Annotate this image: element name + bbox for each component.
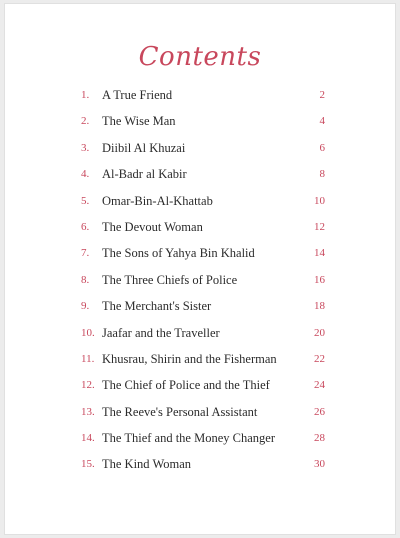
toc-entry-title: A True Friend xyxy=(102,88,173,102)
toc-entry-number: 11. xyxy=(81,352,95,365)
toc-entry-number: 8. xyxy=(81,273,90,286)
toc-entry xyxy=(5,188,395,214)
toc-entry-title: Diibil Al Khuzai xyxy=(102,140,186,155)
toc-entry-title: The Sons of Yahya Bin Khalid xyxy=(102,246,255,261)
toc-entry-page: 30 xyxy=(314,458,325,471)
book-page xyxy=(4,3,396,535)
toc-entry-page: 14 xyxy=(314,247,325,260)
toc-entry-page: 18 xyxy=(314,300,325,313)
toc-entry-number: 14. xyxy=(81,432,95,445)
toc-entry-title: Jaafar and the Traveller xyxy=(102,325,220,340)
toc-entry xyxy=(5,425,395,451)
toc-entry-number: 15. xyxy=(81,458,95,471)
toc-entry xyxy=(5,267,395,293)
toc-entry-page: 16 xyxy=(314,273,325,286)
toc-entry-number: 3. xyxy=(81,141,90,154)
toc-entry-page: 4 xyxy=(319,115,325,128)
toc-entry-title: The Merchant's Sister xyxy=(102,299,212,314)
toc-entry xyxy=(5,82,395,108)
toc-entry-number: 10. xyxy=(81,326,95,339)
toc-entry-page: 2 xyxy=(319,89,325,101)
toc-entry-number: 5. xyxy=(81,194,90,207)
toc-entry xyxy=(5,451,395,477)
toc-entry-page: 24 xyxy=(314,379,325,392)
toc-entry-title: The Wise Man xyxy=(102,114,176,129)
toc-entry-title: Omar-Bin-Al-Khattab xyxy=(102,193,213,208)
toc-entry xyxy=(5,135,395,161)
toc-entry xyxy=(5,214,395,240)
toc-entry-title: The Reeve's Personal Assistant xyxy=(102,404,258,419)
toc-entry-number: 1. xyxy=(81,89,90,101)
toc-entry-number: 13. xyxy=(81,405,95,418)
toc-entry-number: 7. xyxy=(81,247,90,260)
toc-entry-number: 9. xyxy=(81,300,90,313)
toc-entry xyxy=(5,293,395,319)
toc-entry-title: The Chief of Police and the Thief xyxy=(102,378,270,393)
toc-entry-title: Al-Badr al Kabir xyxy=(102,167,187,182)
toc-entry-number: 12. xyxy=(81,379,95,392)
toc-entry-page: 8 xyxy=(319,168,325,181)
toc-entry-title: Khusrau, Shirin and the Fisherman xyxy=(102,351,277,366)
toc-entry-number: 4. xyxy=(81,168,90,181)
contents-list xyxy=(5,82,395,478)
toc-entry xyxy=(5,346,395,372)
toc-entry-page: 6 xyxy=(319,141,325,154)
toc-entry-title: The Kind Woman xyxy=(102,457,192,472)
toc-entry-title: The Thief and the Money Changer xyxy=(102,431,275,446)
toc-entry xyxy=(5,399,395,425)
toc-entry-title: The Three Chiefs of Police xyxy=(102,272,238,287)
toc-entry-page: 28 xyxy=(314,432,325,445)
toc-entry-page: 10 xyxy=(314,194,325,207)
toc-entry-number: 2. xyxy=(81,115,90,128)
toc-entry xyxy=(5,161,395,187)
toc-entry-number: 6. xyxy=(81,220,90,233)
toc-entry-page: 22 xyxy=(314,352,325,365)
toc-entry xyxy=(5,240,395,266)
toc-entry-title: The Devout Woman xyxy=(102,219,203,234)
toc-entry xyxy=(5,108,395,134)
toc-entry xyxy=(5,372,395,398)
toc-entry xyxy=(5,320,395,346)
toc-entry-page: 20 xyxy=(314,326,325,339)
page-title: Contents xyxy=(138,42,262,72)
toc-entry-page: 26 xyxy=(314,405,325,418)
toc-entry-page: 12 xyxy=(314,220,325,233)
